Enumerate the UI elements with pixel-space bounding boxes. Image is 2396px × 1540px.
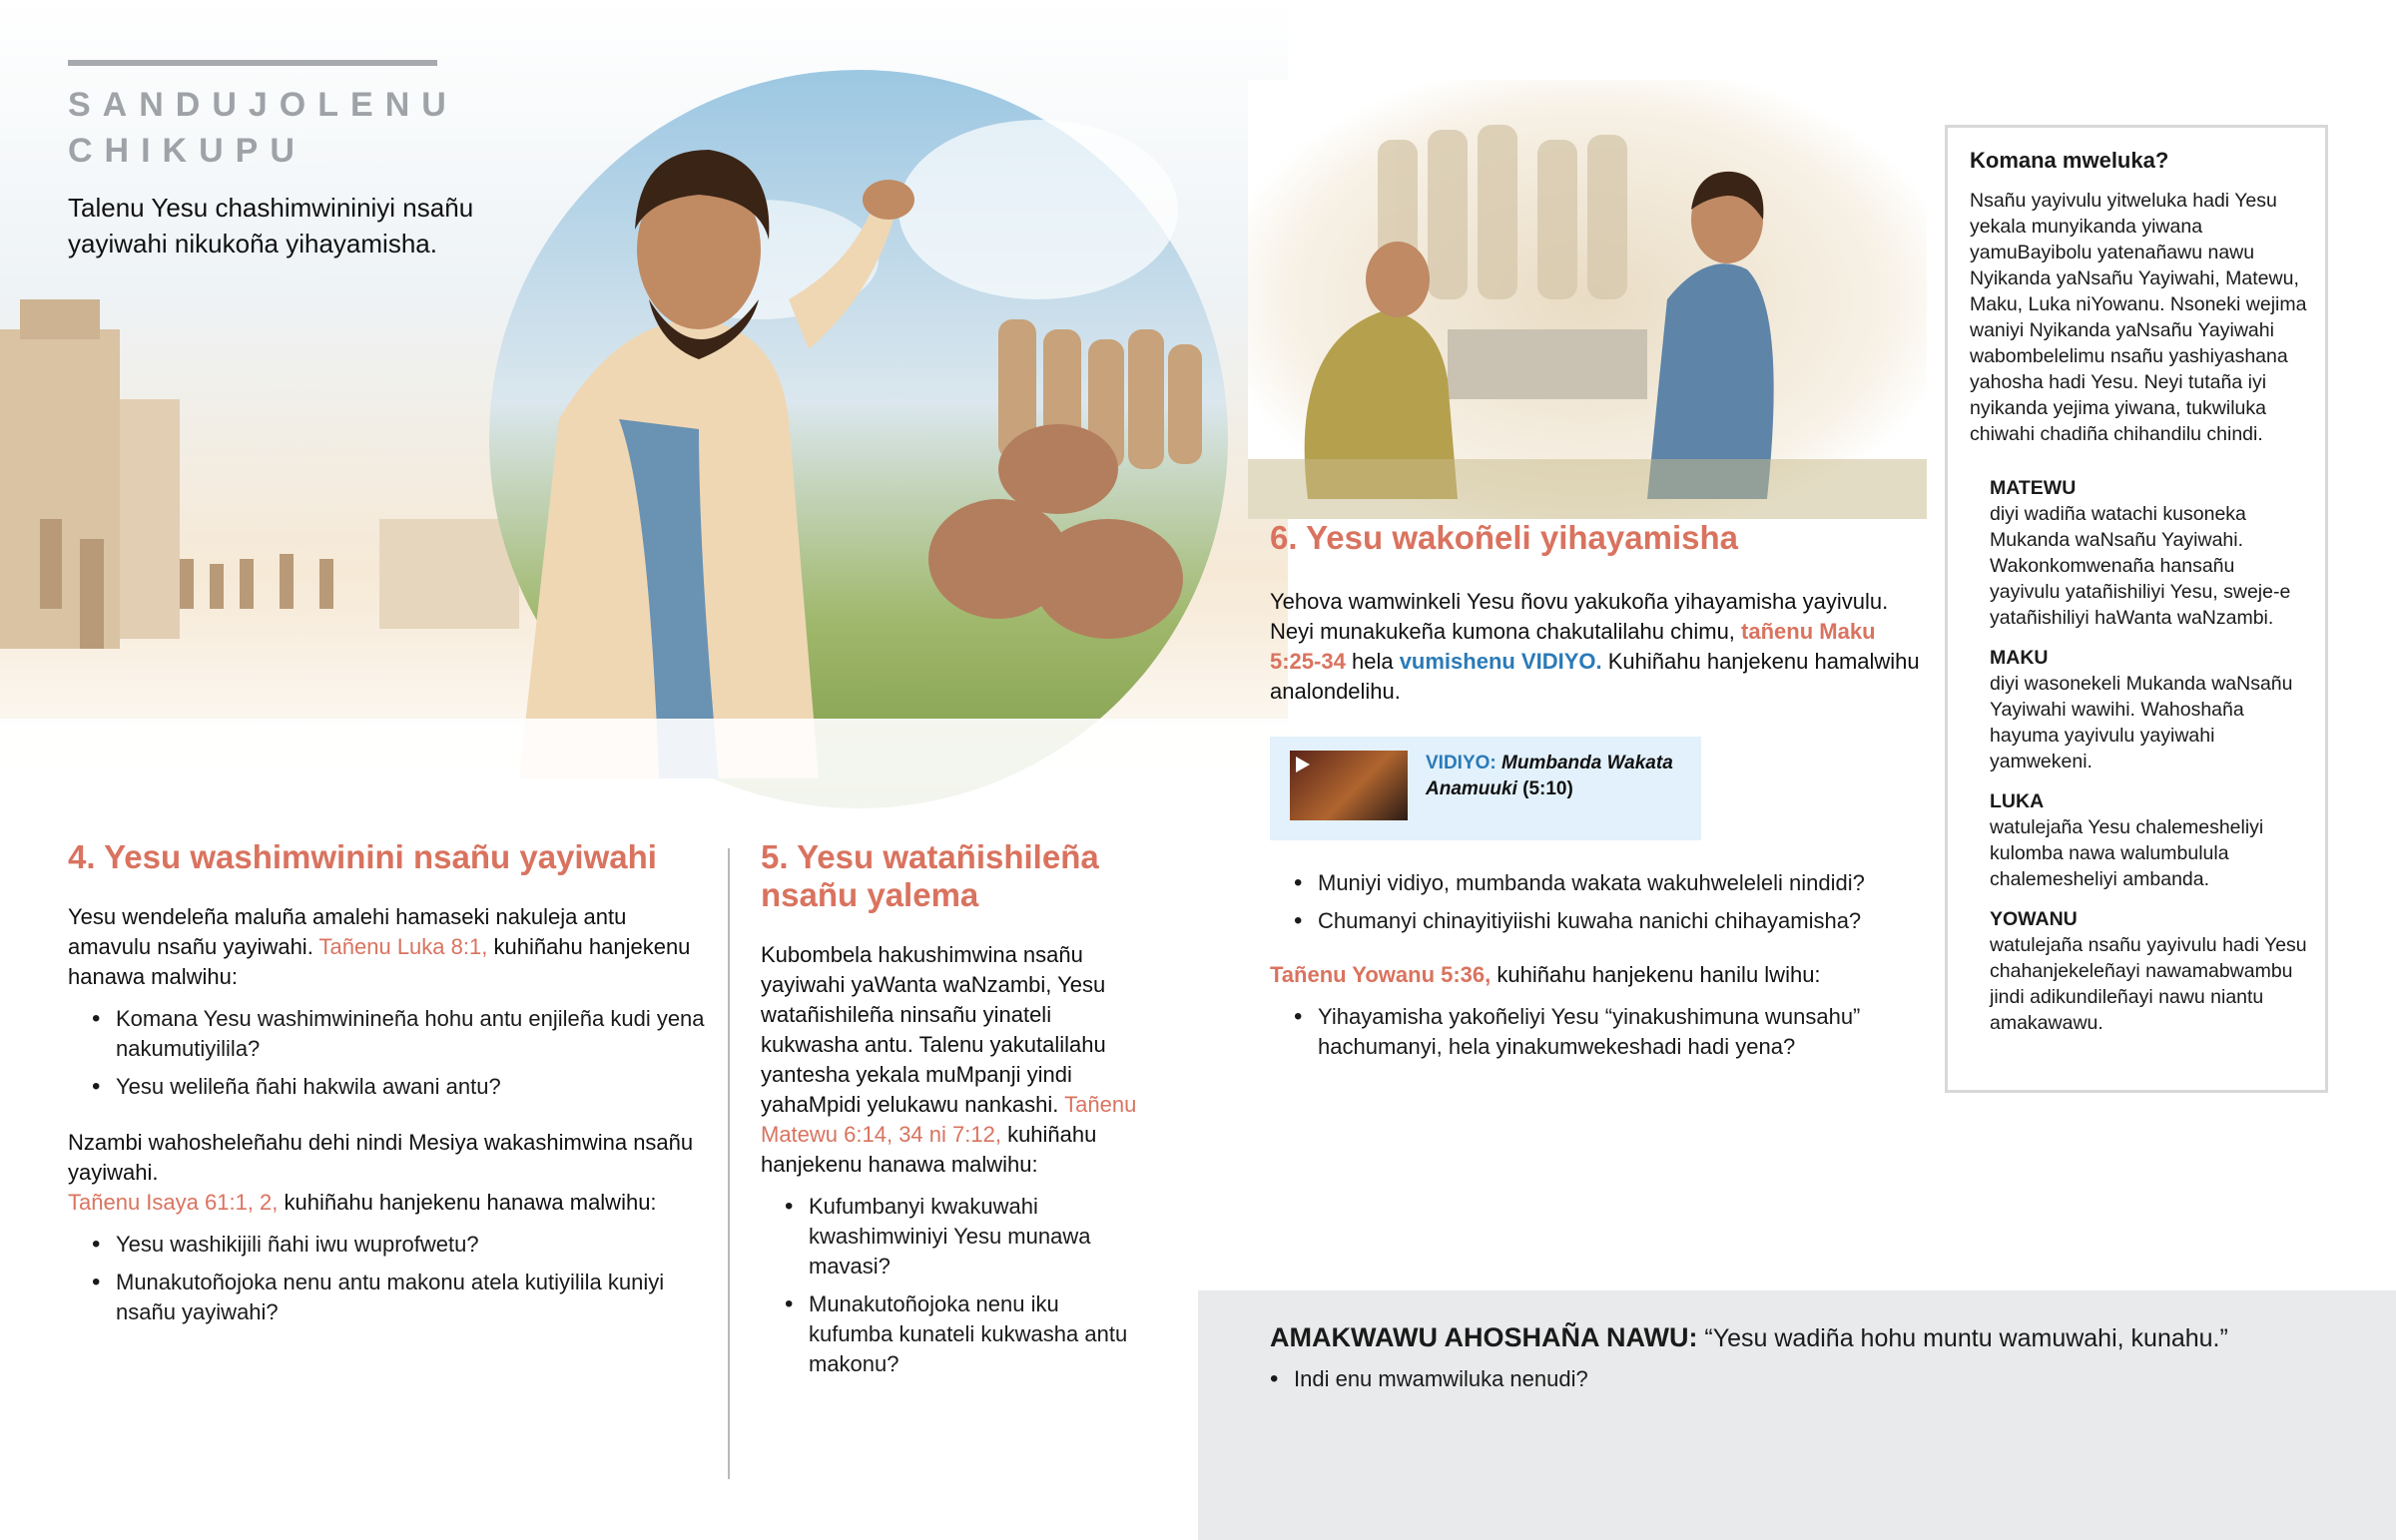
question-item: • Indi enu mwamwiluka nenudi? xyxy=(1246,1364,1588,1394)
section-6 xyxy=(1270,519,1929,1070)
sidebar-intro: Nsañu yayivulu yitweluka hadi Yesu yekala munyikanda yiwana yamuBayibolu yatenañawu nawu Nyikanda yaNsañu Yayiwahi, Matewu, Maku, Luka niYowanu. Nsoneki wejima waniyi Nyikanda yaNsañu Yayiwahi wabombelelimu nsañu yashiyashana yahosha hadi Yesu. Neyi tutaña iyi nyikanda yejima yiwana, tukwiluka chiwahi chadiña chihandilu chindi. xyxy=(1970,190,2307,445)
section-4-questions-2 xyxy=(68,1230,707,1327)
did-you-know-sidebar xyxy=(1945,125,2328,1093)
page-title: SANDUJOLENU CHIKUPU xyxy=(68,86,458,170)
scripture-link-luka[interactable]: Tañenu Luka 8:1, xyxy=(318,934,488,959)
video-caption: VIDIYO: Mumbanda Wakata Anamuuki (5:10) xyxy=(1426,753,1673,799)
video-thumbnail[interactable] xyxy=(1290,751,1408,820)
page-intro: Talenu Yesu chashimwininiyi nsañu yayiwahi nikukoña yihayamisha. xyxy=(68,193,474,258)
header-rule xyxy=(68,60,437,66)
question-item: • Muniyi vidiyo, mumbanda wakata wakuhweleleli nindidi? xyxy=(1270,868,1929,898)
section-4-paragraph-1: Yesu wendeleña maluña amalehi hamaseki nakuleja antu amavulu nsañu yayiwahi. Tañenu Luka 8:1, kuhiñahu hanjekenu hanawa malwihu: xyxy=(68,904,691,989)
section-4 xyxy=(68,838,707,1335)
section-5-questions xyxy=(761,1192,1140,1379)
sidebar-entry-matewu: MATEWU diyi wadiña watachi kusoneka Mukanda waNsañu Yayiwahi. Wakonkomwenaña hansañu yayivulu yatañishiliyi Yesu, sweje-e yatañishiliyi haWanta waNzambi. xyxy=(1990,477,2291,629)
question-item: • Chumanyi chinayitiyiishi kuwaha nanichi chihayamisha? xyxy=(1270,906,1929,936)
section-5 xyxy=(761,838,1140,1387)
section-4-paragraph-2: Nzambi wahosheleñahu dehi nindi Mesiya wakashimwina nsañu yayiwahi. Tañenu Isaya 61:1, 2, kuhiñahu hanjekenu hanawa malwihu: xyxy=(68,1130,694,1215)
scripture-link-yowanu[interactable]: Tañenu Yowanu 5:36, xyxy=(1270,962,1492,987)
sidebar-entry-yowanu: YOWANU watulejaña nsañu yayivulu hadi Yesu chahanjekeleñayi nawamabwambu jindi adikundileñayi nawu niantu amakawawu. xyxy=(1990,908,2307,1034)
section-6-paragraph-1: Yehova wamwinkeli Yesu ñovu yakukoña yihayamisha yayivulu. Neyi munakukeña kumona chakutalilahu chimu, tañenu Maku 5:25-34 hela vumishenu VIDIYO. Kuhiñahu hanjekenu hamalwihu analondelihu. xyxy=(1270,589,1920,704)
others-say-questions xyxy=(1246,1364,1588,1402)
question-item: • Yesu welileña ñahi hakwila awani antu? xyxy=(68,1072,707,1102)
section-4-questions-1 xyxy=(68,1004,707,1102)
video-link[interactable]: vumishenu VIDIYO. xyxy=(1399,649,1602,674)
video-card[interactable] xyxy=(1270,737,1701,840)
question-item: • Munakutoñojoka nenu iku kufumba kunateli kukwasha antu makonu? xyxy=(761,1289,1140,1379)
scripture-link-isaya[interactable]: Tañenu Isaya 61:1, 2, xyxy=(68,1190,279,1215)
sidebar-entry-maku: MAKU diyi wasonekeli Mukanda waNsañu Yayiwahi wawihi. Wahoshaña hayuma yayivulu yayiwahi yamwekeni. xyxy=(1990,647,2293,772)
question-item: • Yihayamisha yakoñeliyi Yesu “yinakushimuna wunsahu” hachumanyi, hela yinakumwekeshadi hadi yena? xyxy=(1270,1002,1929,1062)
section-4-heading: 4. Yesu washimwinini nsañu yayiwahi xyxy=(68,838,657,875)
video-duration: (5:10) xyxy=(1522,778,1573,799)
section-6-questions-1 xyxy=(1270,868,1929,936)
section-5-paragraph-1: Kubombela hakushimwina nsañu yayiwahi yaWanta waNzambi, Yesu watañishileña ninsañu yinateli kukwasha antu. Talenu yakutalilahu yantesha yekala muMpanji yindi yahaMpidi yelukawu nankashi. Tañenu Matewu 6:14, 34 ni 7:12, kuhiñahu hanjekenu hanawa malwihu: xyxy=(761,942,1137,1177)
section-6-questions-2 xyxy=(1270,1002,1929,1062)
question-item: • Yesu washikijili ñahi iwu wuprofwetu? xyxy=(68,1230,707,1260)
others-say-line xyxy=(1270,1320,2228,1355)
woman-healed-illustration xyxy=(1248,80,1927,519)
section-6-heading: 6. Yesu wakoñeli yihayamisha xyxy=(1270,519,1738,556)
sidebar-entry-luka: LUKA watulejaña Yesu chalemesheliyi kulomba nawa walumbulula chalemesheliyi ambanda. xyxy=(1990,790,2264,890)
others-say-label: AMAKWAWU AHOSHAÑA NAWU: xyxy=(1270,1322,1698,1352)
scripture-link-maku[interactable]: tañenu Maku 5:25-34 xyxy=(1270,619,1876,674)
question-item: • Kufumbanyi kwakuwahi kwashimwiniyi Yesu munawa mavasi? xyxy=(761,1192,1140,1282)
question-item: • Komana Yesu washimwinineña hohu antu enjileña kudi yena nakumutiyilila? xyxy=(68,1004,707,1064)
section-6-paragraph-2: Tañenu Yowanu 5:36, kuhiñahu hanjekenu hanilu lwihu: xyxy=(1270,962,1821,987)
sidebar-title: Komana mweluka? xyxy=(1970,148,2169,173)
scripture-link-matewu[interactable]: Tañenu Matewu 6:14, 34 ni 7:12, xyxy=(761,1092,1137,1147)
question-item: • Munakutoñojoka nenu antu makonu atela kutiyilila kuniyi nsañu yayiwahi? xyxy=(68,1268,707,1327)
others-say-panel xyxy=(1198,1290,2396,1540)
video-title: Mumbanda Wakata Anamuuki xyxy=(1426,753,1673,799)
others-say-quote: “Yesu wadiña hohu muntu wamuwahi, kunahu.” xyxy=(1704,1324,2228,1352)
section-5-heading: 5. Yesu watañishileña nsañu yalema xyxy=(761,838,1099,913)
play-icon xyxy=(1296,757,1310,772)
column-divider xyxy=(728,848,730,1479)
